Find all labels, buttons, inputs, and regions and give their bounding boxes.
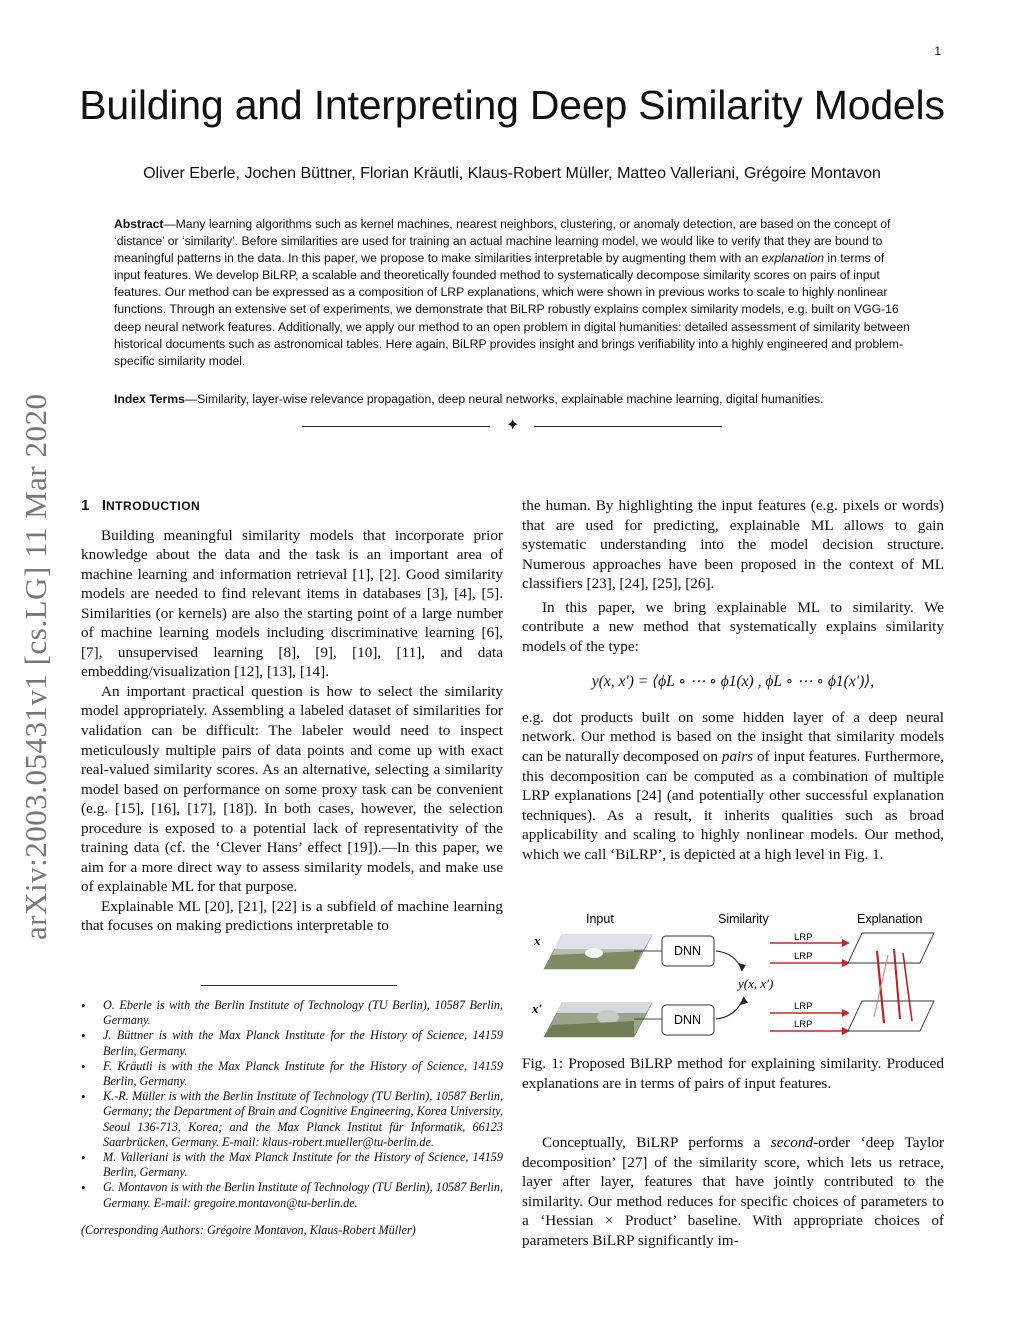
input-image-x <box>544 935 652 969</box>
explanation-plane-bottom <box>848 1001 934 1031</box>
right-column-bottom <box>522 1133 944 1250</box>
figure-bilrp <box>522 905 944 1045</box>
lrp-label: LRP <box>794 951 813 962</box>
section-title-rest: NTRODUCTION <box>106 499 201 513</box>
divider-line-right <box>534 426 722 427</box>
paragraph <box>522 708 944 864</box>
footnote-item: • J. Büttner is with the Max Planck Institute for the History of Science, 14159 Berlin, Germany. <box>81 1028 503 1058</box>
footnote-item: • M. Valleriani is with the Max Planck Institute for the History of Science, 14159 Berlin, Germany. <box>81 1150 503 1180</box>
relevance-link <box>874 955 888 1017</box>
index-terms-label: Index Terms <box>114 392 185 406</box>
paper-title: Building and Interpreting Deep Similarity Models <box>79 82 945 128</box>
abstract <box>114 216 912 370</box>
lrp-label: LRP <box>794 932 813 943</box>
paragraph: the human. By highlighting the input features (e.g. pixels or words) that are used for predicting, explainable ML allows to gain systematic understanding into the model decision structure. Numerous approaches have been proposed in the context of ML classifiers [23], [24], [25], [26]. <box>522 497 944 593</box>
section-first-letter: I <box>101 497 107 514</box>
abstract-text-2: in terms of input features. We develop BiLRP, a scalable and theoretically founded method to systematically decompose similarity scores on pairs of input features. Our method can be expressed as a composition of LRP explanations, which were shown in previous works to scale to highly nonlinear functions. Through an extensive set of experiments, we demonstrate that BiLRP robustly explains complex similarity models, e.g. built on VGG-16 deep neural network features. Additionally, we apply our method to an open problem in digital humanities: detailed assessment of similarity between historical documents such as astronomical tables. Here again, BiLRP provides insight and brings verifiability into a highly engineered and problem-specific similarity model. <box>114 251 910 368</box>
index-terms-text: —Similarity, layer-wise relevance propagation, deep neural networks, explainable machine learning, digital humanities. <box>184 392 824 406</box>
index-terms <box>114 391 912 408</box>
input-image-xprime <box>544 1003 652 1037</box>
paragraph-text: -order ‘deep Taylor decomposition’ [27] of the similarity score, which lets us retrace, layer after layer, features that have jointly contributed to the similarity. Our method reduces for specific choices of parameters to a ‘Hessian × Product’ baseline. With appropriate choices of parameters BiLRP significantly im- <box>522 1134 944 1249</box>
abstract-label: Abstract <box>114 217 164 231</box>
left-column <box>81 496 503 936</box>
arxiv-stamp: arXiv:2003.05431v1 [cs.LG] 11 Mar 2020 <box>18 393 53 940</box>
footnote-item: • O. Eberle is with the Berlin Institute of Technology (TU Berlin), 10587 Berlin, Germany. <box>81 998 503 1028</box>
lrp-label: LRP <box>794 1001 813 1012</box>
figure-x-label: x <box>534 933 541 948</box>
figure-caption: Fig. 1: Proposed BiLRP method for explaining similarity. Produced explanations are in terms of pairs of input features. <box>522 1055 944 1092</box>
figure-similarity-label: Similarity <box>718 912 769 926</box>
figure-explanation-label: Explanation <box>857 912 923 926</box>
abstract-text: —Many learning algorithms such as kernel machines, nearest neighbors, clustering, or anomaly detection, are based on the concept of ‘distance’ or ‘similarity’. Before similarities are used for training an actual machine learning model, we would like to verify that they are bound to meaningful patterns in the data. In this paper, we propose to make similarities interpretable by augmenting them with an <box>114 217 891 266</box>
similarity-output: y(x, x′) <box>738 976 774 991</box>
paragraph: In this paper, we bring explainable ML to similarity. We contribute a new method that systematically explains similarity models of the type: <box>522 598 944 655</box>
paragraph-text: Conceptually, BiLRP performs a <box>542 1134 771 1151</box>
paragraph: Building meaningful similarity models that incorporate prior knowledge about the data and the task is an important area of machine learning and information retrieval [1], [2]. Good similarity models are needed to find relevant items in databases [3], [4], [5]. Similarities (or kernels) are also the starting point of a large number of machine learning models including discriminative learning [6], [7], unsupervised learning [8], [9], [10], [11], and data embedding/visualization [12], [13], [14]. <box>81 526 503 681</box>
footnote-item: • G. Montavon is with the Berlin Institute of Technology (TU Berlin), 10587 Berlin, Germany. E-mail: gregoire.montavon@tu-berlin.de. <box>81 1180 503 1210</box>
paragraph-text: e.g. dot products built on some hidden layer of a deep neural network. Our method is based on the insight that similarity models can be naturally decomposed on <box>522 708 944 766</box>
figure-xprime-label: x′ <box>532 1001 543 1016</box>
explanation-plane-top <box>848 933 934 963</box>
arrow-dnn-to-similarity-top <box>716 951 742 971</box>
lrp-label: LRP <box>794 1019 813 1030</box>
section-number: 1 <box>81 497 90 514</box>
section-divider <box>302 418 722 434</box>
footnote-item: • F. Kräutli is with the Max Planck Institute for the History of Science, 14159 Berlin, Germany. <box>81 1059 503 1089</box>
paragraph-text: of input features. Furthermore, this decomposition can be computed as a combination of multiple LRP explanations [24] (and potentially other successful explanation techniques). As a result, it inherits qualities such as broad applicability and scaling to highly nonlinear models. Our method, which we call ‘BiLRP’, is depicted at a high level in Fig. 1. <box>522 748 944 863</box>
corresponding-authors: (Corresponding Authors: Grégoire Montavon, Klaus-Robert Müller) <box>81 1222 416 1237</box>
paragraph <box>522 1133 944 1250</box>
relevance-link <box>894 949 900 1019</box>
arrow-dnn-to-similarity-bottom <box>716 997 744 1019</box>
paragraph-emph: second <box>770 1134 814 1151</box>
section-heading <box>81 496 503 517</box>
dnn-label-top: DNN <box>674 944 702 958</box>
page-number: 1 <box>934 44 941 58</box>
right-column <box>522 496 944 864</box>
paragraph-emph: pairs <box>721 748 754 766</box>
diamond-icon: ✦ <box>506 417 520 434</box>
dnn-label-bottom: DNN <box>674 1013 702 1027</box>
paragraph: Explainable ML [20], [21], [22] is a subfield of machine learning that focuses on making predictions interpretable to <box>81 897 503 935</box>
paragraph: An important practical question is how to select the similarity model appropriately. Assembling a labeled dataset of similarities for validation can be difficult: The labeler would need to inspect meticulously multiple pairs of data points and come up with exact real-valued similarity scores. As an alternative, selecting a similarity model based on performance on some proxy task can be convenient (e.g. [15], [16], [17], [18]). In both cases, however, the selection procedure is exposed to a potential lack of representativity of the training data (cf. the ‘Clever Hans’ effect [19]).—In this paper, we aim for a more direct way to assess similarity models, and make use of explainable ML for that purpose. <box>81 682 503 896</box>
footnote-rule <box>201 985 397 986</box>
figure-input-label: Input <box>586 912 614 926</box>
divider-line-left <box>302 426 490 427</box>
footnotes <box>81 998 503 1238</box>
author-list: Oliver Eberle, Jochen Büttner, Florian Kräutli, Klaus-Robert Müller, Matteo Valleriani, Grégoire Montavon <box>143 165 881 182</box>
equation: y(x, x′) = ⟨ϕL ∘ ⋯ ∘ ϕ1(x) , ϕL ∘ ⋯ ∘ ϕ1(x′)⟩, <box>591 673 875 691</box>
abstract-emph: explanation <box>761 251 824 266</box>
footnote-item: • K.-R. Müller is with the Berlin Institute of Technology (TU Berlin), 10587 Berlin, Germany; the Department of Brain and Cognitive Engineering, Korea University, Seoul 136-713, Korea; and the Max Planck Institut für Informatik, 66123 Saarbrücken, Germany. E-mail: klaus-robert.mueller@tu-berlin.de. <box>81 1089 503 1150</box>
